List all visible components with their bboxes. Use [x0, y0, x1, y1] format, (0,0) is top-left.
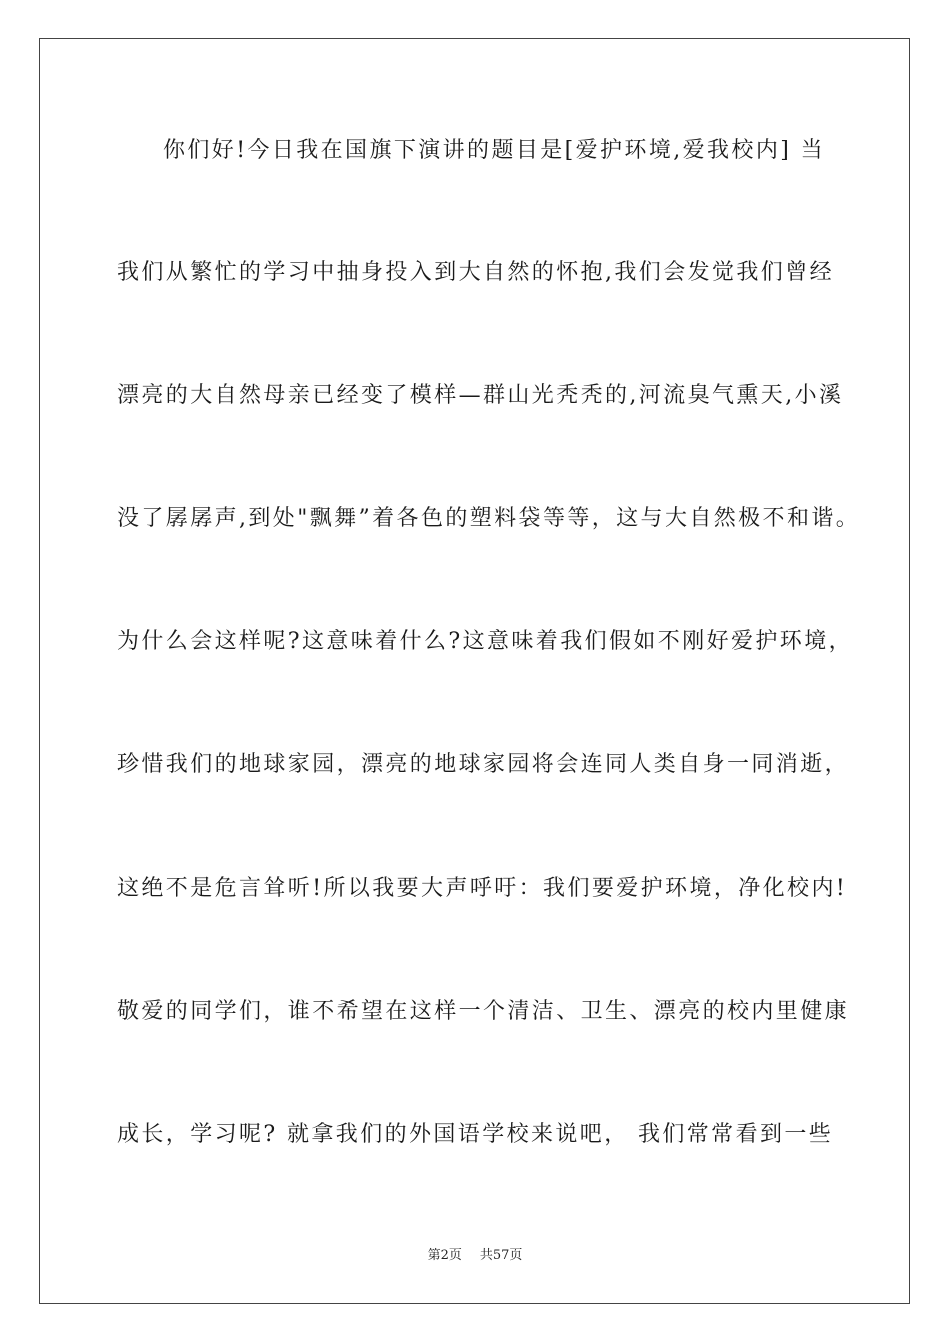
paragraph-line-9: 成长，学习呢? 就拿我们的外国语学校来说吧， 我们常常看到一些 [117, 1122, 834, 1147]
paragraph-line-6: 珍惜我们的地球家园，漂亮的地球家园将会连同人类自身一同消逝， [117, 752, 850, 777]
paragraph-line-1: 你们好!今日我在国旗下演讲的题目是[爱护环境,爱我校内] 当 [163, 138, 825, 163]
paragraph-line-7: 这绝不是危言耸听!所以我要大声呼吁：我们要爱护环境，净化校内! [117, 876, 848, 901]
page-border [39, 38, 910, 1304]
paragraph-line-4: 没了孱孱声,到处"飘舞”着各色的塑料袋等等，这与大自然极不和谐。 [117, 506, 861, 531]
page-footer [0, 1247, 950, 1265]
paragraph-line-5: 为什么会这样呢?这意味着什么?这意味着我们假如不刚好爱护环境， [117, 629, 853, 654]
total-pages: 共57页 [479, 1248, 523, 1263]
paragraph-line-8: 敬爱的同学们，谁不希望在这样一个清洁、卫生、漂亮的校内里健康 [117, 999, 850, 1024]
paragraph-line-2: 我们从繁忙的学习中抽身投入到大自然的怀抱,我们会发觉我们曾经 [117, 260, 834, 285]
paragraph-line-3: 漂亮的大自然母亲已经变了模样—群山光秃秃的,河流臭气熏天,小溪 [117, 383, 844, 408]
page-number: 第2页 [427, 1248, 462, 1263]
